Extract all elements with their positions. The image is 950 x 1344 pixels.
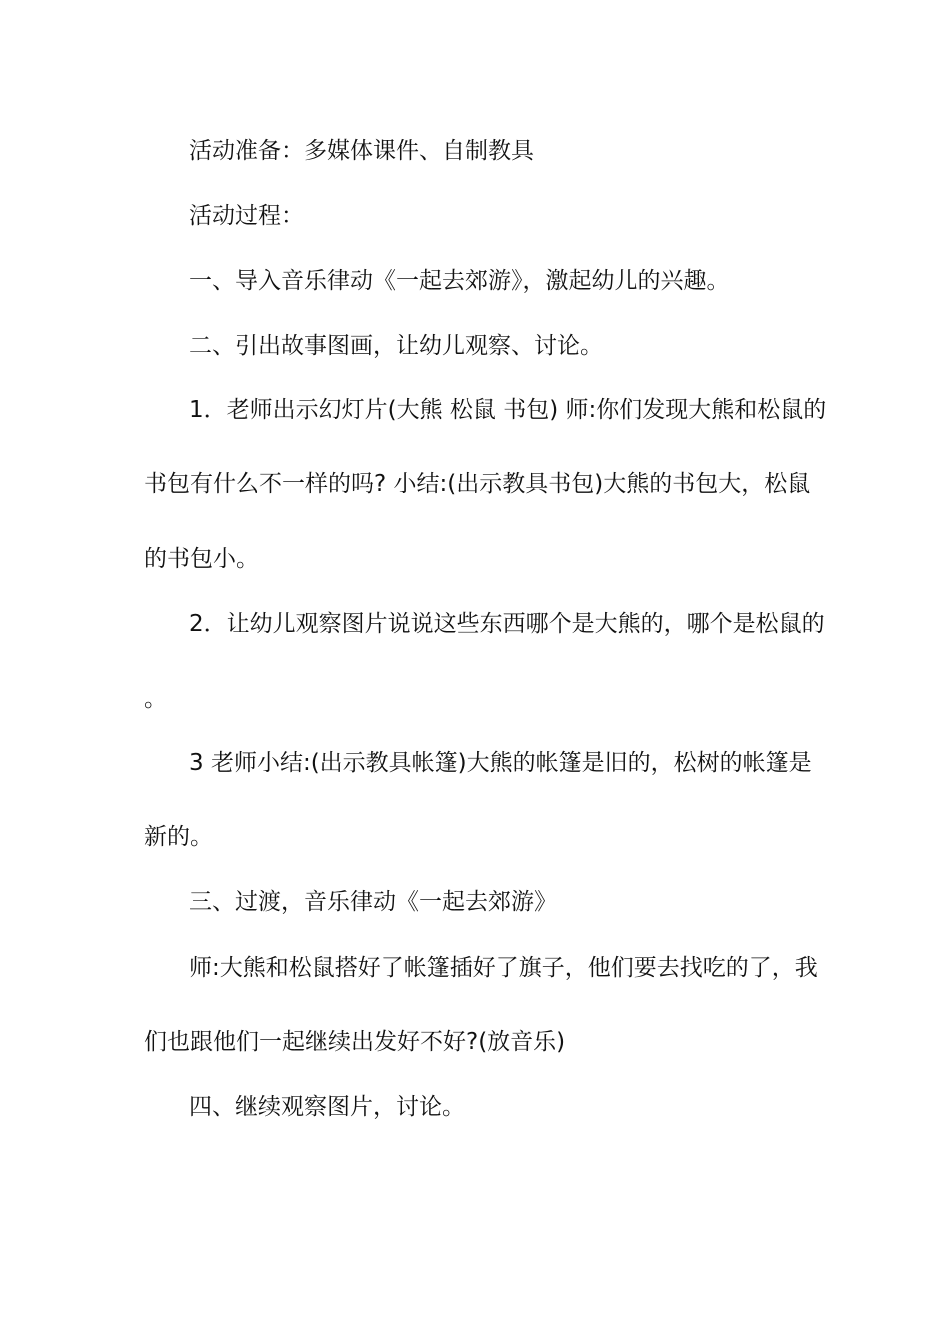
paragraph-3-line-2: 新的。 bbox=[144, 824, 213, 850]
paragraph-1-line-3: 的书包小。 bbox=[144, 546, 259, 572]
paragraph-1-line-2: 书包有什么不一样的吗? 小结:(出示教具书包)大熊的书包大，松鼠 bbox=[144, 471, 811, 497]
paragraph-1-line-1: 1．老师出示幻灯片(大熊 松鼠 书包) 师:你们发现大熊和松鼠的 bbox=[189, 397, 827, 423]
paragraph-2-line-2: 。 bbox=[144, 686, 167, 712]
step-three-line: 三、过渡，音乐律动《一起去郊游》 bbox=[189, 889, 557, 915]
teacher-line-1: 师:大熊和松鼠搭好了帐篷插好了旗子，他们要去找吃的了，我 bbox=[189, 955, 818, 981]
step-two-line: 二、引出故事图画，让幼儿观察、讨论。 bbox=[189, 333, 603, 359]
activity-process-heading: 活动过程： bbox=[189, 203, 304, 229]
paragraph-2-line-1: 2．让幼儿观察图片说说这些东西哪个是大熊的，哪个是松鼠的 bbox=[189, 611, 825, 637]
teacher-line-2: 们也跟他们一起继续出发好不好?(放音乐) bbox=[144, 1029, 566, 1055]
paragraph-3-line-1: 3 老师小结:(出示教具帐篷)大熊的帐篷是旧的，松树的帐篷是 bbox=[189, 750, 812, 776]
step-four-line: 四、继续观察图片，讨论。 bbox=[189, 1094, 465, 1120]
step-one-line: 一、导入音乐律动《一起去郊游》，激起幼儿的兴趣。 bbox=[189, 268, 730, 294]
activity-preparation-line: 活动准备：多媒体课件、自制教具 bbox=[189, 138, 534, 164]
